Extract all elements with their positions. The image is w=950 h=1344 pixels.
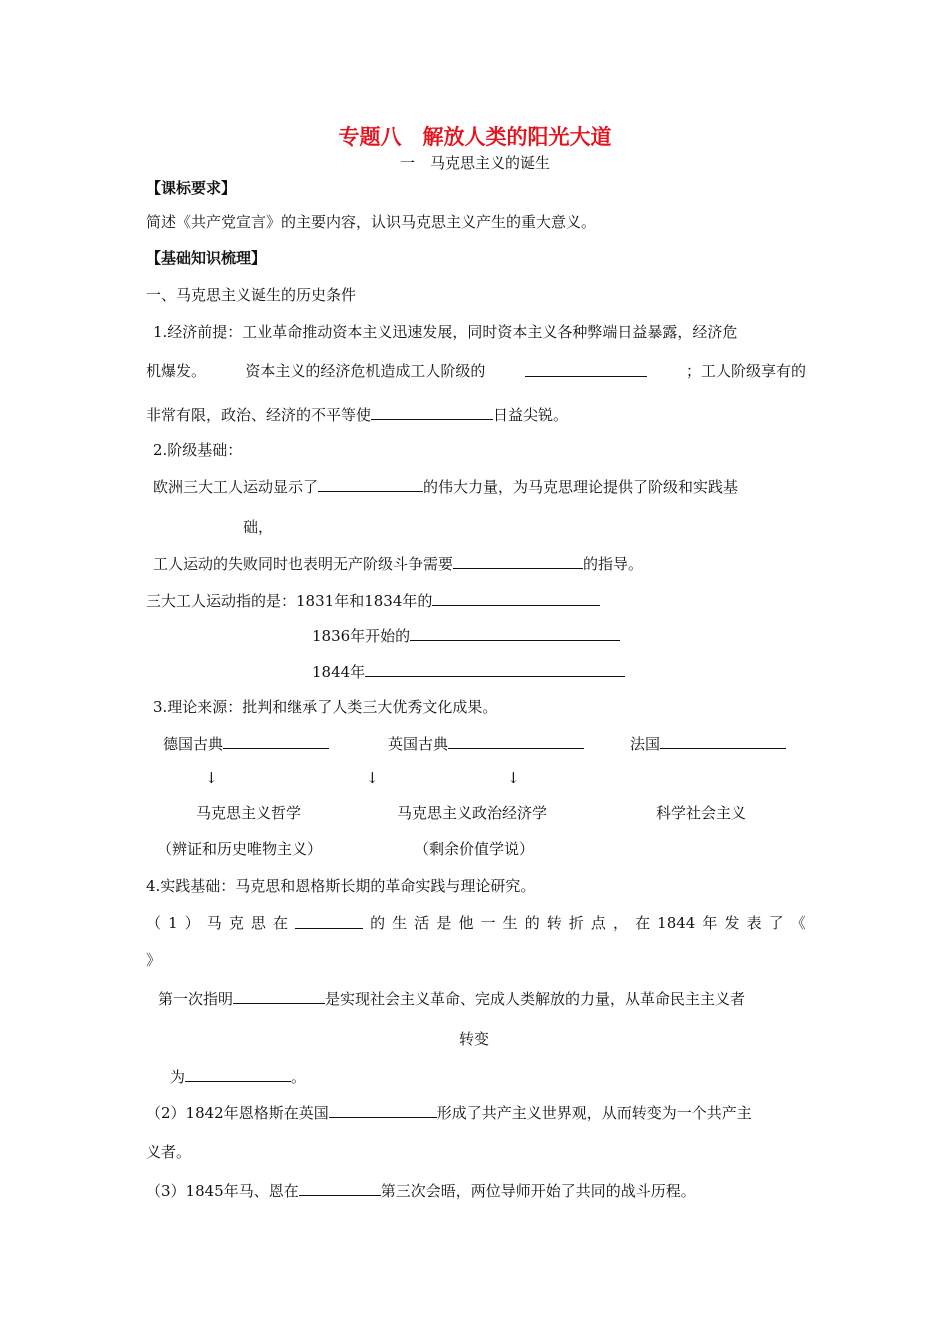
part1-heading: 一、马克思主义诞生的历史条件 <box>146 286 357 304</box>
p3-b: 第三次会晤，两位导师开始了共同的战斗历程。 <box>380 1182 696 1200</box>
item2-line3-b: 的指导。 <box>583 555 644 573</box>
p1-char: 1844 <box>657 914 696 932</box>
item1-line3 <box>146 404 568 425</box>
requirements-text: 简述《共产党宣言》的主要内容，认识马克思主义产生的重大意义。 <box>146 213 597 231</box>
p1-char: 思 <box>250 914 266 932</box>
p1-char: （ <box>146 914 162 932</box>
blank-item4-5[interactable] <box>299 1180 381 1196</box>
note1: （辨证和历史唯物主义） <box>157 840 323 858</box>
movement2-label: 1836年开始的 <box>312 627 411 645</box>
item1-line3-a: 非常有限，政治、经济的不平等使 <box>146 406 372 424</box>
p2-line1-a: （2）1842年恩格斯在英国 <box>146 1104 329 1122</box>
p1-char: 发 <box>724 914 740 932</box>
p1-char: 生 <box>502 914 518 932</box>
item4-p1-close: 》 <box>146 951 162 969</box>
item1-line2-c: ；工人阶级享有的 <box>685 362 806 380</box>
item1-line3-b: 日益尖锐。 <box>493 406 569 424</box>
item4-heading: 4.实践基础：马克思和恩格斯长期的革命实践与理论研究。 <box>146 877 536 895</box>
blank-movement2[interactable] <box>410 625 620 641</box>
item1-line1: 1.经济前提：工业革命推动资本主义迅速发展，同时资本主义各种弊端日益暴露，经济危 <box>153 323 738 341</box>
blank-movement3[interactable] <box>365 661 625 677</box>
result3: 科学社会主义 <box>656 804 747 822</box>
blank-item1-2[interactable] <box>371 404 493 420</box>
arrow-down-icon: ↓ <box>205 769 218 787</box>
movements-line3 <box>312 661 625 682</box>
p1-char: 他 <box>458 914 474 932</box>
item1-line2-a: 机爆发。 <box>146 362 207 380</box>
item2-line3-a: 工人运动的失败同时也表明无产阶级斗争需要 <box>153 555 454 573</box>
blank-source3[interactable] <box>660 733 786 749</box>
p1-char: 1 <box>168 914 178 932</box>
p1-char: 在 <box>273 914 289 932</box>
item2-heading: 2.阶级基础： <box>153 441 243 459</box>
arrow-down-icon: ↓ <box>507 769 520 787</box>
item1-line2 <box>146 361 806 381</box>
p1-char: 点 <box>590 914 606 932</box>
item2-line1-b: 的伟大力量，为马克思理论提供了阶级和实践基 <box>423 478 739 496</box>
item4-p2-line2: 义者。 <box>146 1143 192 1161</box>
item4-p1-line3: 转变 <box>459 1030 490 1048</box>
source1 <box>163 733 329 754</box>
p2-line1-b: 形成了共产主义世界观，从而转变为一个共产主 <box>436 1104 752 1122</box>
blank-source2[interactable] <box>448 733 584 749</box>
blank-item4-2[interactable] <box>233 988 325 1004</box>
movement3-label: 1844年 <box>312 663 366 681</box>
p1-char: 《 <box>790 914 806 932</box>
blank-item2-2[interactable] <box>453 553 583 569</box>
movements-line1 <box>146 590 600 611</box>
p3-a: （3）1845年马、恩在 <box>146 1182 299 1200</box>
item2-line2: 础， <box>243 518 274 536</box>
blank-movement1[interactable] <box>432 590 600 606</box>
item4-p3 <box>146 1180 696 1201</box>
page-title: 专题八 解放人类的阳光大道 <box>338 125 612 149</box>
p1-char: 一 <box>480 914 496 932</box>
note2: （剩余价值学说） <box>414 840 535 858</box>
blank-item4-4[interactable] <box>329 1102 437 1118</box>
p1-char: 转 <box>546 914 562 932</box>
p1-char: 生 <box>392 914 408 932</box>
blank-item4-3[interactable] <box>185 1066 291 1082</box>
item4-p2-line1 <box>146 1102 752 1123</box>
blank-item1-1[interactable] <box>525 361 647 377</box>
result1: 马克思主义哲学 <box>196 804 302 822</box>
blank-item2-1[interactable] <box>318 476 423 492</box>
p1-char: 年 <box>702 914 718 932</box>
p1-char: 是 <box>436 914 452 932</box>
p1-line2-b: 是实现社会主义革命、完成人类解放的力量，从革命民主主义者 <box>325 990 746 1008</box>
source3 <box>630 733 786 754</box>
p1-char: 的 <box>524 914 540 932</box>
source2-label: 英国古典 <box>388 735 449 753</box>
p1-char: 马 <box>206 914 222 932</box>
p1-char: ， <box>613 914 629 932</box>
item3-heading: 3.理论来源：批判和继承了人类三大优秀文化成果。 <box>153 698 498 716</box>
p1-char: 在 <box>635 914 651 932</box>
movements-line2 <box>312 625 620 646</box>
requirements-heading: 【课标要求】 <box>146 179 237 197</box>
p1-line2-a: 第一次指明 <box>158 990 234 1008</box>
item2-line1 <box>153 476 738 497</box>
p1-char: 了 <box>768 914 784 932</box>
p1-line4-a: 为 <box>170 1068 186 1086</box>
lesson-subtitle: 一 马克思主义的诞生 <box>399 154 550 172</box>
movements-label: 三大工人运动指的是： <box>146 592 297 610</box>
source3-label: 法国 <box>630 735 661 753</box>
result2: 马克思主义政治经济学 <box>397 804 548 822</box>
p1-char: 活 <box>414 914 430 932</box>
p1-char: 折 <box>568 914 584 932</box>
knowledge-heading: 【基础知识梳理】 <box>146 249 267 267</box>
blank-source1[interactable] <box>223 733 329 749</box>
item4-p1-line2 <box>158 988 745 1009</box>
blank-item4-1[interactable] <box>295 913 363 929</box>
item2-line3 <box>153 553 643 574</box>
source1-label: 德国古典 <box>163 735 224 753</box>
p1-char: 表 <box>746 914 762 932</box>
p1-char: 克 <box>228 914 244 932</box>
source2 <box>388 733 584 754</box>
item4-p1-line4 <box>170 1066 306 1087</box>
p1-char: ） <box>184 914 200 932</box>
p1-line4-b: 。 <box>291 1068 307 1086</box>
p1-char: 的 <box>370 914 386 932</box>
movement1-label: 1831年和1834年的 <box>296 592 433 610</box>
arrow-down-icon: ↓ <box>366 769 379 787</box>
item2-line1-a: 欧洲三大工人运动显示了 <box>153 478 319 496</box>
item4-p1-line1 <box>146 913 806 933</box>
item1-line2-b: 资本主义的经济危机造成工人阶级的 <box>245 362 486 380</box>
